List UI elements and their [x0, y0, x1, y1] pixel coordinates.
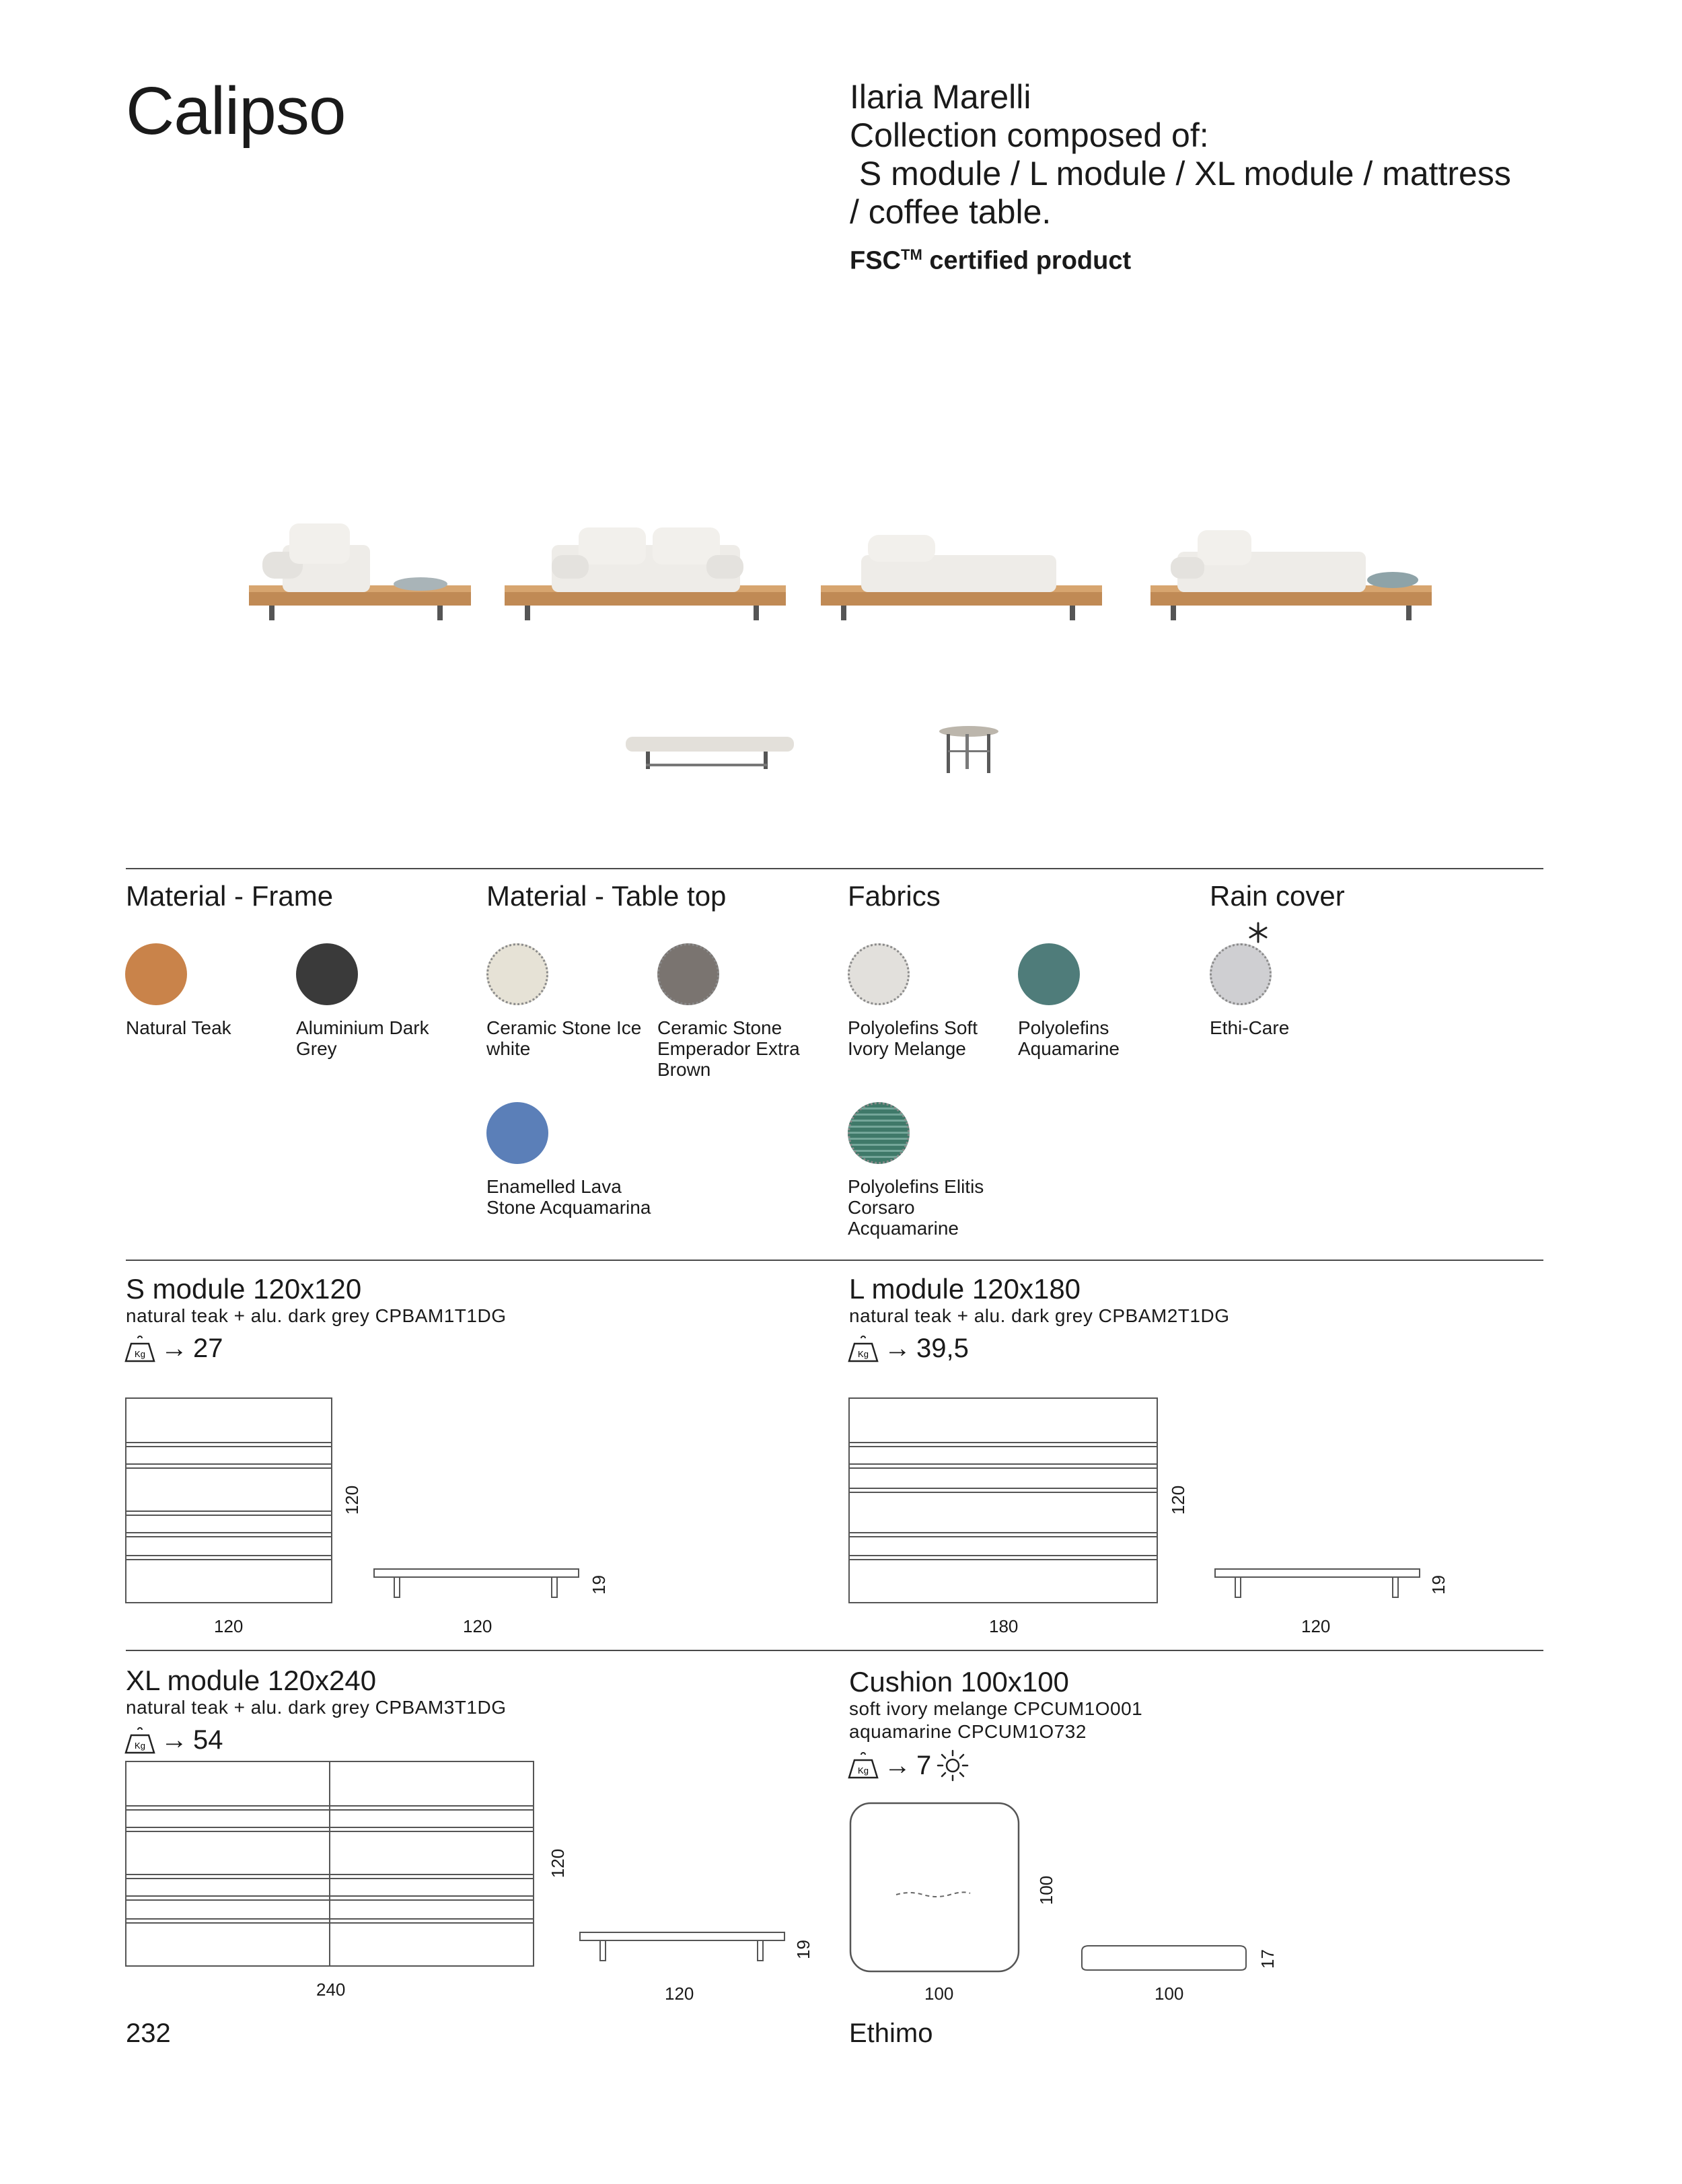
- weight-value: 27: [193, 1334, 223, 1363]
- swatch-ethi-care[interactable]: [1210, 943, 1272, 1005]
- table-top-heading: Material - Table top: [486, 880, 727, 912]
- cushion-code-ivory: soft ivory melange CPCUM1O001: [849, 1698, 1143, 1719]
- sun-icon: [937, 1749, 969, 1782]
- collection-line: / coffee table.: [850, 193, 1052, 231]
- s-module-weight: [124, 1334, 223, 1364]
- dimension-label: 19: [793, 1940, 813, 1959]
- dimension-label: 19: [1428, 1575, 1449, 1595]
- frame-heading: Material - Frame: [126, 880, 334, 912]
- svg-text:Kg: Kg: [135, 1348, 145, 1359]
- dimension-label: 120: [463, 1616, 492, 1636]
- swatch-lava-stone-acquamarina[interactable]: [486, 1102, 548, 1164]
- xl-module-code: natural teak + alu. dark grey CPBAM3T1DG: [126, 1697, 507, 1718]
- swatch-label: Natural Teak: [126, 1017, 231, 1038]
- product-photo-sofa-1: [249, 518, 478, 626]
- svg-text:Kg: Kg: [858, 1766, 869, 1776]
- swatch-label: Ceramic Stone Ice white: [486, 1017, 642, 1059]
- cushion-top-view: [849, 1802, 1021, 1974]
- rain-cover-heading: Rain cover: [1210, 880, 1345, 912]
- weight-arrow: →: [884, 1750, 911, 1780]
- dimension-label: 17: [1257, 1949, 1278, 1969]
- s-module-code: natural teak + alu. dark grey CPBAM1T1DG: [126, 1305, 507, 1326]
- weight-icon: [124, 1727, 155, 1754]
- collection-line: Collection composed of:: [850, 116, 1209, 154]
- section-divider: [126, 1260, 1543, 1261]
- xl-module-top-view: [126, 1761, 538, 1970]
- swatch-ceramic-emperador-brown[interactable]: [657, 943, 719, 1005]
- s-module-top-view: [126, 1398, 334, 1607]
- snowflake-icon: [1247, 922, 1269, 943]
- weight-value: 7: [916, 1750, 932, 1780]
- s-module-title: S module 120x120: [126, 1273, 362, 1305]
- cushion-weight: [848, 1749, 969, 1782]
- xl-module-side-view: [580, 1931, 790, 1971]
- section-divider: [126, 868, 1543, 869]
- swatch-aluminium-dark-grey[interactable]: [296, 943, 358, 1005]
- fsc-certification: FSC™ certified product: [850, 246, 1132, 275]
- dimension-label: 120: [1168, 1485, 1189, 1515]
- svg-text:Kg: Kg: [135, 1740, 145, 1751]
- swatch-natural-teak[interactable]: [125, 943, 187, 1005]
- page-title: Calipso: [126, 73, 346, 149]
- fabrics-heading: Fabrics: [848, 880, 941, 912]
- swatch-label: Ceramic Stone Emperador Extra Brown: [657, 1017, 800, 1080]
- cushion-side-view: [1079, 1943, 1254, 1977]
- product-photo-sofa-4: [1150, 518, 1433, 626]
- weight-arrow: →: [161, 1334, 188, 1363]
- l-module-top-view: [849, 1398, 1161, 1607]
- dimension-label: 240: [316, 1979, 346, 2000]
- dimension-label: 100: [924, 1983, 954, 2004]
- weight-icon: [848, 1752, 879, 1779]
- dimension-label: 100: [1155, 1983, 1184, 2004]
- xl-module-title: XL module 120x240: [126, 1665, 377, 1696]
- cushion-title: Cushion 100x100: [849, 1666, 1069, 1698]
- s-module-side-view: [374, 1568, 584, 1608]
- product-photo-sofa-3: [821, 518, 1103, 626]
- collection-description: [850, 78, 1590, 231]
- weight-value: 39,5: [916, 1334, 969, 1363]
- brand-name: Ethimo: [849, 2018, 933, 2048]
- swatch-label: Enamelled Lava Stone Acquamarina: [486, 1176, 651, 1218]
- dimension-label: 120: [342, 1485, 363, 1515]
- cushion-code-aquamarine: aquamarine CPCUM1O732: [849, 1721, 1087, 1742]
- swatch-label: Ethi-Care: [1210, 1017, 1290, 1038]
- l-module-weight: [848, 1334, 969, 1364]
- dimension-label: 19: [588, 1575, 609, 1595]
- weight-arrow: →: [884, 1334, 911, 1363]
- swatch-aquamarine[interactable]: [1018, 943, 1080, 1005]
- dimension-label: 100: [1036, 1875, 1057, 1905]
- dimension-label: 120: [548, 1848, 569, 1879]
- swatch-label: Polyolefins Elitis Corsaro Acquamarine: [848, 1176, 984, 1239]
- product-photo-sofa-2: [505, 518, 787, 626]
- swatch-soft-ivory-melange[interactable]: [848, 943, 910, 1005]
- svg-text:Kg: Kg: [858, 1348, 869, 1359]
- designer-name: Ilaria Marelli: [850, 78, 1031, 116]
- swatch-ceramic-ice-white[interactable]: [486, 943, 548, 1005]
- product-photo-mattress: [626, 730, 801, 784]
- section-divider: [126, 1650, 1543, 1651]
- collection-line: S module / L module / XL module / mattress: [850, 155, 1511, 192]
- swatch-elitis-corsaro[interactable]: [848, 1102, 910, 1164]
- l-module-title: L module 120x180: [849, 1273, 1081, 1305]
- dimension-label: 120: [1301, 1616, 1331, 1636]
- dimension-label: 120: [214, 1616, 244, 1636]
- swatch-label: Polyolefins Aquamarine: [1018, 1017, 1120, 1059]
- weight-value: 54: [193, 1725, 223, 1755]
- weight-arrow: →: [161, 1725, 188, 1755]
- swatch-label: Aluminium Dark Grey: [296, 1017, 429, 1059]
- dimension-label: 120: [665, 1983, 694, 2004]
- l-module-side-view: [1215, 1568, 1425, 1608]
- weight-icon: [848, 1336, 879, 1362]
- page-number: 232: [126, 2018, 171, 2048]
- weight-icon: [124, 1336, 155, 1362]
- dimension-label: 180: [989, 1616, 1019, 1636]
- xl-module-weight: [124, 1725, 223, 1755]
- l-module-code: natural teak + alu. dark grey CPBAM2T1DG: [849, 1305, 1230, 1326]
- swatch-label: Polyolefins Soft Ivory Melange: [848, 1017, 978, 1059]
- product-photo-coffee-table: [939, 723, 1006, 784]
